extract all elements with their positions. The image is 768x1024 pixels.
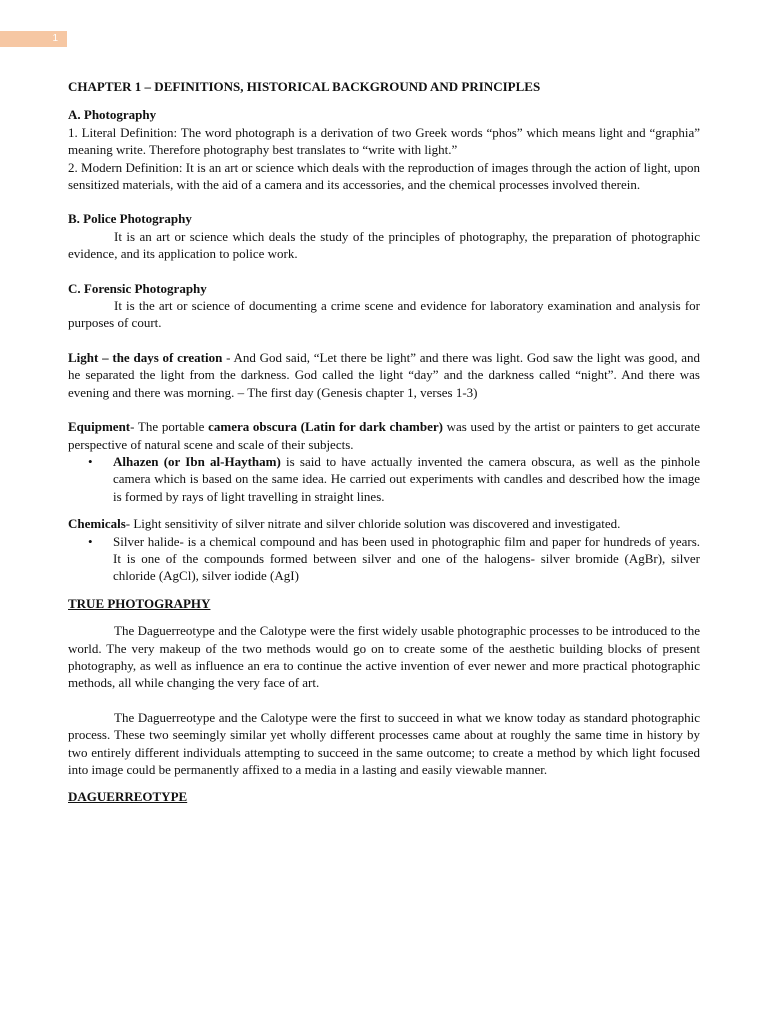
equipment-bullet-list (68, 453, 700, 505)
daguerreotype-heading: DAGUERREOTYPE (68, 789, 188, 805)
equipment-paragraph (68, 418, 700, 453)
equipment-label: Equipment (68, 419, 131, 435)
silver-halide-text: Silver halide- is a chemical compound and has been used in photographic film and paper for hundreds of years. It is one of the compounds formed between silver and one of the halogens- silver bromide (AgBr), silver chloride (AgCl), silver iodide (AgI) (113, 533, 700, 584)
camera-obscura-term: camera obscura (Latin for dark chamber) (208, 419, 443, 435)
chapter-title: CHAPTER 1 – DEFINITIONS, HISTORICAL BACKGROUND AND PRINCIPLES (68, 79, 541, 94)
literal-definition: 1. Literal Definition: The word photograph is a derivation of two Greek words “phos” which means light and “graphia” meaning write. Therefore photography best translates to “write with light.” (68, 124, 700, 158)
police-photography-text: It is an art or science which deals the study of the principles of photography, the preparation of photographic evidence, and its application to police work. (68, 228, 700, 262)
light-paragraph (68, 349, 700, 401)
forensic-photography-text: It is the art or science of documenting a crime scene and evidence for laboratory examination and analysis for purposes of court. (68, 298, 700, 331)
true-photography-paragraph-2: The Daguerreotype and the Calotype were the first to succeed in what we know today as standard photographic process. These two seemingly similar yet wholly different processes came about at roughly the same time in history by two entirely different individuals attempting to succeed in the same outcome; to create a method by which light focused into image could be permanently affixed to a media in a lasting and easily viewable manner. (68, 709, 700, 777)
section-b-heading: B. Police Photography (68, 211, 192, 227)
chemicals-text: - Light sensitivity of silver nitrate and silver chloride solution was discovered and investigated. (125, 516, 621, 532)
chemicals-bullet-list (68, 533, 700, 585)
document-body (68, 78, 700, 806)
bullet-icon: • (88, 533, 93, 549)
equipment-text-2: was used by the artist or painters to get accurate perspective of natural scene and scale of their subjects. (68, 419, 700, 452)
page-number: 1 (0, 31, 67, 47)
light-label: Light – the days of creation (68, 349, 223, 365)
bullet-icon: • (88, 453, 93, 469)
alhazen-term: Alhazen (or Ibn al-Haytham) (113, 453, 281, 469)
list-item (68, 453, 700, 505)
equipment-text-1: - The portable (130, 419, 209, 435)
modern-definition: 2. Modern Definition: It is an art or science which deals with the reproduction of images through the action of light, upon sensitized materials, with the aid of a camera and its accessories, and the chemical processes involved therein. (68, 159, 700, 193)
list-item (68, 533, 700, 585)
true-photography-paragraph-1: The Daguerreotype and the Calotype were the first widely usable photographic processes to be introduced to the world. The very makeup of the two methods would go on to create some of the aesthetic building blocks of present photography, as well as influence an era to continue the active invention of ever newer and more practical photographic methods, all while changing the very face of art. (68, 623, 700, 691)
light-text: - And God said, “Let there be light” and there was light. God saw the light was good, and he separated the light from the darkness. God called the light “day” and the darkness called “night”. And there was evening and there was morning. – The first day (Genesis chapter 1, verses 1-3) (68, 349, 700, 400)
section-c-heading: C. Forensic Photography (68, 280, 207, 296)
alhazen-text: is said to have actually invented the camera obscura, as well as the pinhole camera which is based on the same idea. He carried out experiments with candles and described how the image is formed by rays of light travelling in straight lines. (113, 453, 701, 504)
true-photography-heading: TRUE PHOTOGRAPHY (68, 595, 211, 611)
chemicals-label: Chemicals (68, 516, 126, 532)
section-a-heading: A. Photography (68, 107, 157, 123)
chemicals-paragraph (68, 515, 700, 532)
